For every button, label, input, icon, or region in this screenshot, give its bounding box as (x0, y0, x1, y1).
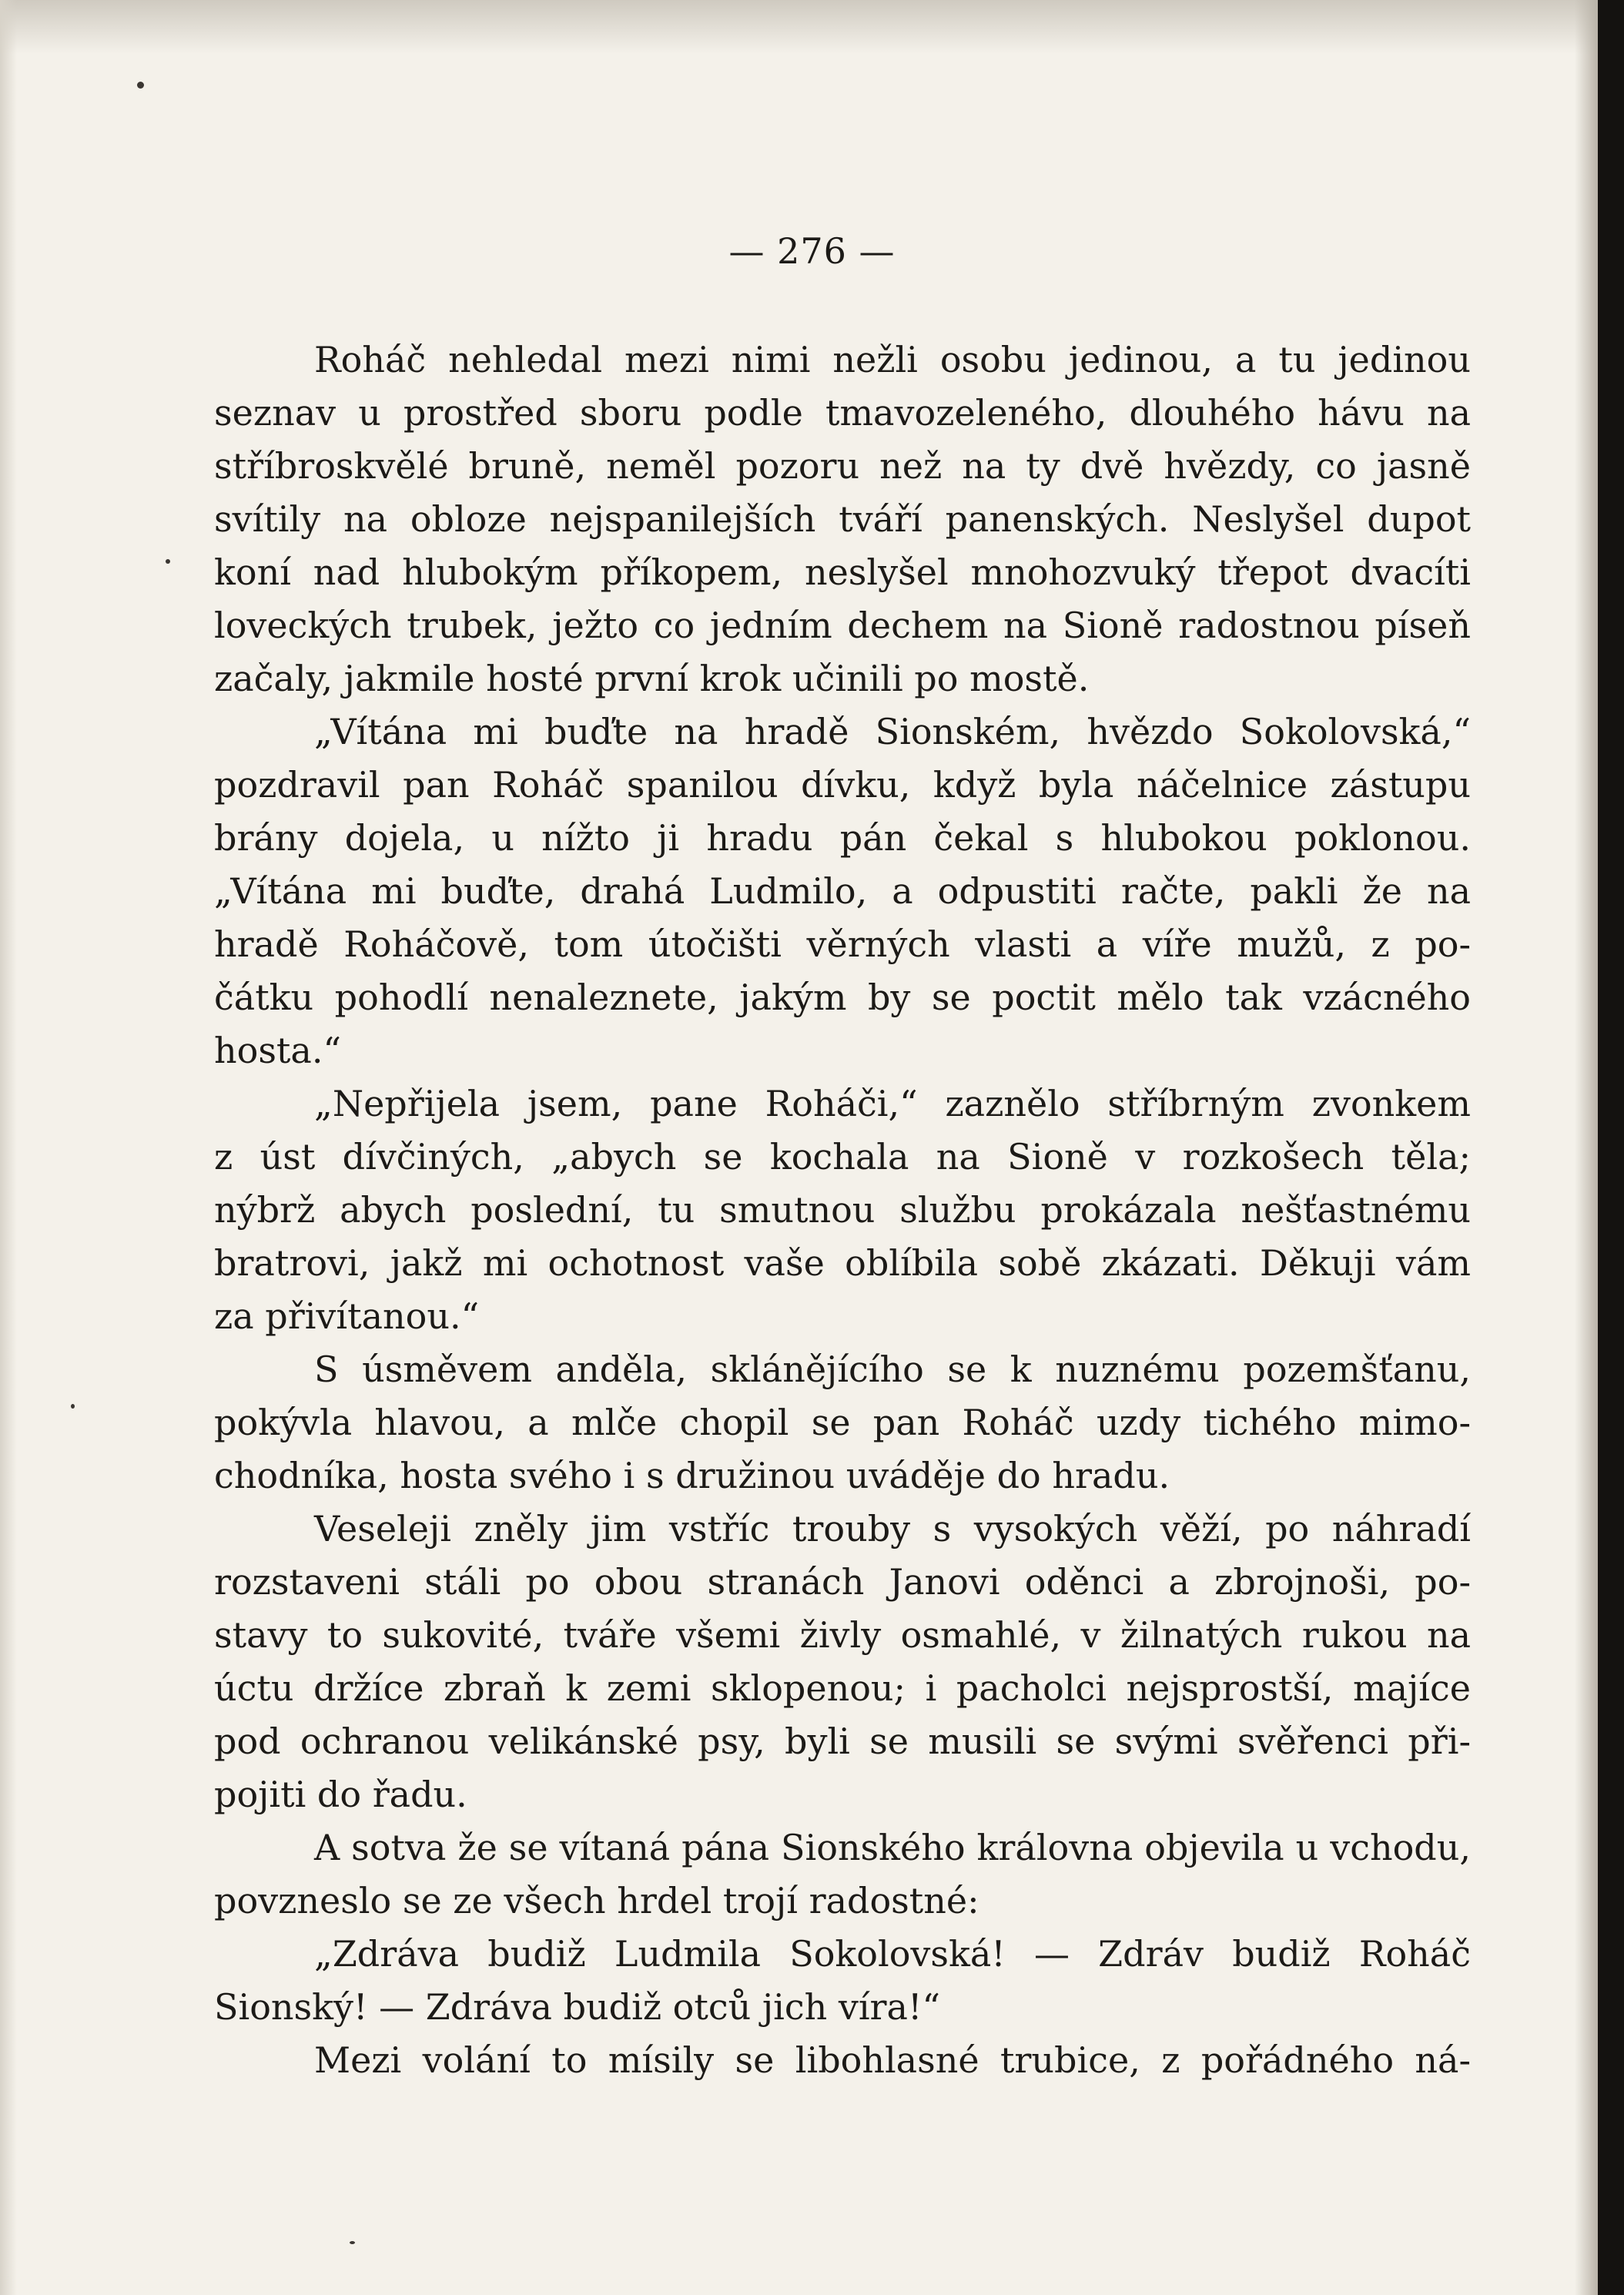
scan-speck (71, 1404, 75, 1409)
text-line: Roháč nehledal mezi nimi nežli osobu jedinou, a tu jedinou (314, 339, 1471, 380)
text-line: pojiti do řadu. (214, 1774, 467, 1815)
text-line: začaly, jakmile hosté první krok učinili po mostě. (214, 658, 1090, 699)
text-line: bratrovi, jakž mi ochotnost vaše oblíbila sobě zkázati. Děkuji vám (214, 1242, 1471, 1284)
body-text (214, 333, 1471, 2087)
scan-right-shadow (1575, 0, 1598, 2295)
page-number: — 276 — (728, 230, 896, 272)
text-line: A sotva že se vítaná pána Sionského královna objevila u vchodu, (314, 1827, 1471, 1868)
text-line: za přivítanou.“ (214, 1295, 480, 1337)
text-line: pozdravil pan Roháč spanilou dívku, když byla náčelnice zástupu (214, 764, 1471, 806)
text-line: hosta.“ (214, 1030, 341, 1071)
text-line: Sionský! — Zdráva budiž otců jich víra!“ (214, 1986, 940, 2028)
text-line: Mezi volání to mísily se libohlasné trubice, z pořádného ná- (314, 2039, 1471, 2081)
text-line: chodníka, hosta svého i s družinou uváděje do hradu. (214, 1455, 1170, 1496)
text-line: S úsměvem anděla, sklánějícího se k nuznému pozemšťanu, (314, 1349, 1471, 1390)
text-line: z úst dívčiných, „abych se kochala na Sioně v rozkošech těla; (214, 1136, 1471, 1178)
text-line: „Zdráva budiž Ludmila Sokolovská! — Zdráv budiž Roháč (314, 1933, 1471, 1975)
text-line: pod ochranou velikánské psy, byli se musili se svými svěřenci při- (214, 1720, 1471, 1762)
text-line: hradě Roháčově, tom útočišti věrných vlasti a víře mužů, z po- (214, 923, 1471, 965)
text-line: pokývla hlavou, a mlče chopil se pan Roháč uzdy tichého mimo- (214, 1402, 1471, 1443)
text-line: „Vítána mi buďte na hradě Sionském, hvězdo Sokolovská,“ (314, 711, 1471, 752)
text-line: loveckých trubek, ježto co jedním dechem na Sioně radostnou píseň (214, 605, 1471, 646)
text-line: povzneslo se ze všech hrdel trojí radostné: (214, 1880, 979, 1921)
text-line: brány dojela, u nížto ji hradu pán čekal s hlubokou poklonou. (214, 817, 1471, 859)
scan-left-edge (0, 0, 17, 2295)
text-line: nýbrž abych poslední, tu smutnou službu prokázala nešťastnému (214, 1189, 1471, 1231)
text-line: „Nepřijela jsem, pane Roháči,“ zaznělo stříbrným zvonkem (314, 1083, 1471, 1124)
text-line: koní nad hlubokým příkopem, neslyšel mnohozvuký třepot dvacíti (214, 551, 1471, 593)
text-line: stříbroskvělé bruně, neměl pozoru než na ty dvě hvězdy, co jasně (214, 445, 1471, 487)
text-line: „Vítána mi buďte, drahá Ludmilo, a odpustiti račte, pakli že na (214, 870, 1471, 912)
scan-speck (350, 2241, 355, 2244)
scan-speck (166, 559, 170, 564)
scan-right-border (1598, 0, 1624, 2295)
text-line: stavy to sukovité, tváře všemi živly osmahlé, v žilnatých rukou na (214, 1614, 1471, 1656)
scan-top-edge (0, 0, 1624, 54)
text-line: seznav u prostřed sboru podle tmavozeleného, dlouhého hávu na (214, 392, 1471, 434)
text-line: rozstaveni stáli po obou stranách Janovi oděnci a zbrojnoši, po- (214, 1561, 1471, 1603)
scan-speck (137, 82, 144, 89)
text-line: svítily na obloze nejspanilejších tváří panenských. Neslyšel dupot (214, 498, 1471, 540)
text-line: čátku pohodlí nenaleznete, jakým by se poctit mělo tak vzácného (214, 977, 1471, 1018)
text-line: úctu držíce zbraň k zemi sklopenou; i pacholci nejsprostší, majíce (214, 1667, 1471, 1709)
text-line: Veseleji zněly jim vstříc trouby s vysokých věží, po náhradí (314, 1508, 1471, 1550)
